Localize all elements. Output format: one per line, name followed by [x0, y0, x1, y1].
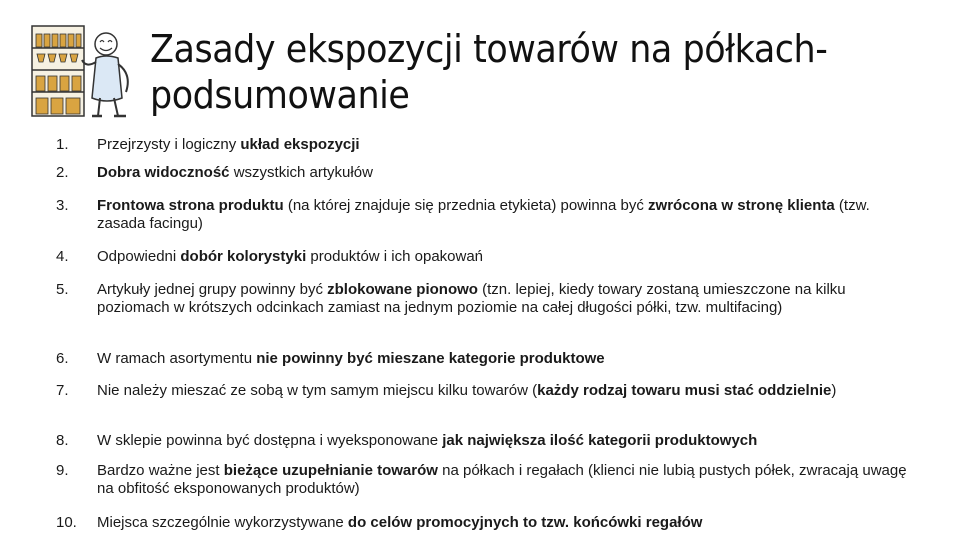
item-text: [97, 462, 917, 498]
item-text-part: ): [831, 382, 837, 399]
item-text-part: produktów i ich opakowań: [306, 248, 484, 265]
item-text-part: Miejsca szczególnie wykorzystywane: [97, 514, 348, 531]
item-text-bold: Frontowa strona produktu: [97, 197, 284, 214]
item-number: 4.: [56, 248, 69, 265]
item-text-bold: Dobra widoczność: [97, 164, 230, 181]
item-text-part: wszystkich artykułów: [229, 164, 373, 181]
item-text-bold: do celów promocyjnych to tzw. końcówki regałów: [347, 514, 703, 531]
item-text: [97, 197, 917, 233]
item-text-part: (tzn. lepiej, kiedy towary zostaną umieszczone na kilku poziomach w krótszych odcinkach zamiast na jednym poziomie na całej długości półki, tzw. multifacing): [97, 281, 846, 316]
item-text-part: Odpowiedni: [97, 248, 181, 265]
item-text-part: Przejrzysty i logiczny: [97, 136, 241, 153]
item-number: 10.: [56, 514, 77, 531]
item-text: [97, 432, 917, 450]
item-number: 8.: [56, 432, 69, 449]
item-text-part: (tzw. zasada facingu): [97, 197, 870, 232]
item-number: 3.: [56, 197, 69, 214]
item-text-bold: zwrócona w stronę klienta: [648, 197, 835, 214]
item-text: [97, 350, 917, 368]
item-number: 1.: [56, 136, 69, 153]
item-number: 6.: [56, 350, 69, 367]
item-text-bold: każdy rodzaj towaru musi stać oddzielnie: [537, 382, 832, 399]
item-text-bold: zblokowane pionowo: [327, 281, 478, 298]
item-text: [97, 514, 917, 532]
item-text: [97, 281, 917, 317]
shopkeeper-shelf-illustration: [30, 20, 140, 120]
item-text-part: Bardzo ważne jest: [97, 462, 224, 479]
item-number: 2.: [56, 164, 69, 181]
item-text-part: Artykuły jednej grupy powinny być: [97, 281, 328, 298]
item-text-part: W sklepie powinna być dostępna i wyeksponowane: [97, 432, 443, 449]
item-text-part: W ramach asortymentu: [97, 350, 257, 367]
page-title: [150, 26, 877, 118]
item-text: [97, 382, 917, 400]
item-text-part: na półkach i regałach (klienci nie lubią pustych półek, zwracają uwagę na obfitość eksponowanych produktów): [97, 462, 907, 497]
item-text-bold: układ ekspozycji: [240, 136, 360, 153]
item-text-bold: dobór kolorystyki: [180, 248, 307, 265]
item-text: [97, 136, 917, 154]
page-title-line-2: podsumowanie: [150, 73, 410, 117]
page-title-line-1: Zasady ekspozycji towarów na półkach-: [150, 27, 828, 71]
item-text-bold: nie powinny być mieszane kategorie produktowe: [256, 350, 605, 367]
item-number: 7.: [56, 382, 69, 399]
item-number: 5.: [56, 281, 69, 298]
item-text-bold: jak największa ilość kategorii produktowych: [442, 432, 758, 449]
item-text: [97, 164, 917, 182]
item-number: 9.: [56, 462, 69, 479]
item-text: [97, 248, 917, 266]
shopkeeper-shelf-icon: [30, 20, 140, 120]
item-text-part: Nie należy mieszać ze sobą w tym samym miejscu kilku towarów (: [97, 382, 538, 399]
item-text-part: (na której znajduje się przednia etykieta) powinna być: [283, 197, 649, 214]
item-text-bold: bieżące uzupełnianie towarów: [223, 462, 438, 479]
